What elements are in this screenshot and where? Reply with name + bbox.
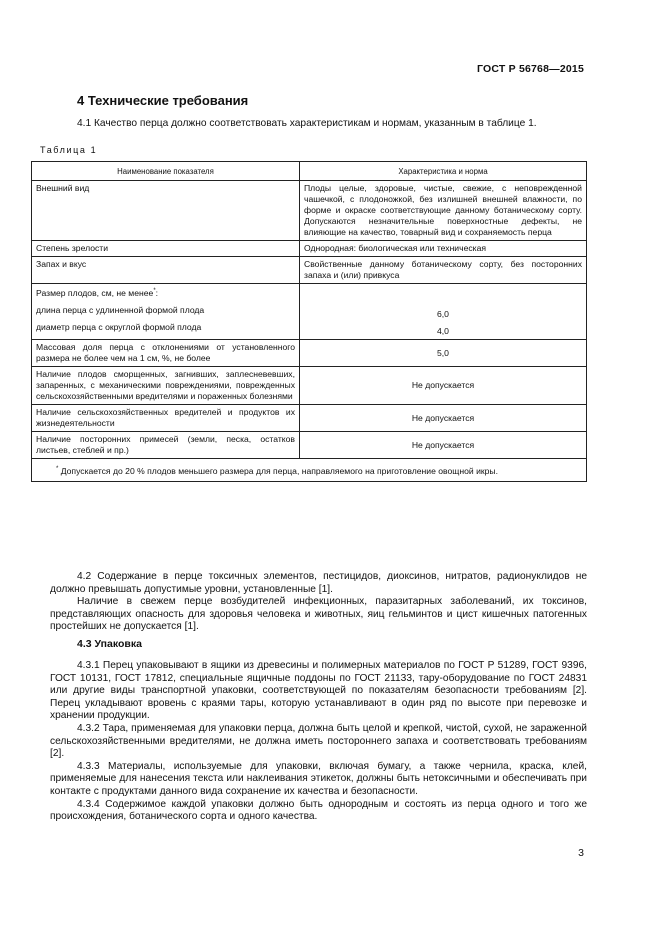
size-sub-diameter: диаметр перца с округлой формой плода bbox=[36, 321, 202, 332]
table-row bbox=[32, 284, 587, 340]
table-row bbox=[32, 181, 587, 241]
paragraph-4-2-block bbox=[50, 571, 587, 634]
size-sub-length: длина перца с удлиненной формой плода bbox=[36, 304, 205, 315]
norm-cell: Не допускается bbox=[300, 367, 587, 405]
norm-cell: Однородная: биологическая или техническая bbox=[300, 241, 587, 257]
table-row bbox=[32, 340, 587, 367]
indicator-cell: Запах и вкус bbox=[32, 257, 300, 284]
size-value-diameter: 4,0 bbox=[437, 326, 449, 336]
table-row bbox=[32, 257, 587, 284]
indicator-cell: Наличие посторонних примесей (земли, песка, остатков листьев, стеблей и пр.) bbox=[32, 432, 300, 459]
footnote-mark: * bbox=[153, 288, 156, 294]
indicator-cell: Степень зрелости bbox=[32, 241, 300, 257]
table-header-row bbox=[32, 162, 587, 181]
paragraph-4-2: 4.2 Содержание в перце токсичных элементов, пестицидов, диоксинов, нитратов, радионуклидов не должно превышать допустимые уровни, установленные [1]. bbox=[50, 571, 587, 595]
subsection-title: 4.3 Упаковка bbox=[77, 638, 142, 650]
norm-cell: 5,0 bbox=[300, 340, 587, 367]
norm-cell bbox=[300, 284, 587, 340]
table-footnote-row bbox=[32, 459, 587, 482]
indicator-cell: Наличие плодов сморщенных, загнивших, заплесневевших, запаренных, с механическими повреждениями, поврежденных сельскохозяйственными вредителями и пораженных болезнями bbox=[32, 367, 300, 405]
footnote-mark: * bbox=[56, 466, 59, 472]
norm-cell: Свойственные данному ботаническому сорту, без посторонних запаха и (или) привкуса bbox=[300, 257, 587, 284]
norm-cell: Плоды целые, здоровые, чистые, свежие, с неповрежденной чашечкой, с плодоножкой, без излишней внешней влажности, по форме и окраске соответствующие данному ботаническому сорту. Допускаются незначительные поверхностные дефекты, не влияющие на качество, товарный вид и сохраняемость перца bbox=[300, 181, 587, 241]
paragraph-4-3-4: 4.3.4 Содержимое каждой упаковки должно быть однородным и состоять из перца одного и того же происхождения, ботанического сорта и одного качества. bbox=[50, 798, 587, 823]
indicator-cell: Массовая доля перца с отклонениями от установленного размера не более чем на 1 см, %, не более bbox=[32, 340, 300, 367]
size-value-length: 6,0 bbox=[437, 309, 449, 319]
column-header-indicator: Наименование показателя bbox=[32, 162, 300, 181]
table-row bbox=[32, 405, 587, 432]
norm-cell: Не допускается bbox=[300, 405, 587, 432]
indicator-cell bbox=[32, 284, 300, 340]
footnote-text: Допускается до 20 % плодов меньшего размера для перца, направляемого на приготовление овощной икры. bbox=[58, 465, 498, 476]
indicator-cell: Внешний вид bbox=[32, 181, 300, 241]
table-caption: Таблица 1 bbox=[40, 145, 98, 155]
table-footnote bbox=[32, 459, 587, 482]
indicator-cell: Наличие сельскохозяйственных вредителей и продуктов их жизнедеятельности bbox=[32, 405, 300, 432]
table-row bbox=[32, 241, 587, 257]
paragraph-4-3-2: 4.3.2 Тара, применяемая для упаковки перца, должна быть целой и крепкой, чистой, сухой, не зараженной сельскохозяйственными вредителями, не должна иметь постороннего запаха и соответствовать требованиям [2]. bbox=[50, 722, 587, 760]
size-label: Размер плодов, см, не менее bbox=[36, 287, 154, 298]
table-row bbox=[32, 432, 587, 459]
table-row bbox=[32, 367, 587, 405]
packaging-paragraphs bbox=[50, 660, 587, 824]
document-code: ГОСТ Р 56768—2015 bbox=[476, 63, 584, 75]
paragraph-4-3-1: 4.3.1 Перец упаковывают в ящики из древесины и полимерных материалов по ГОСТ Р 51289, ГОСТ 9396, ГОСТ 10131, ГОСТ 17812, специальные ящичные поддоны по ГОСТ 21133, тару-оборудование по ГОСТ 24831 или другие виды транспортной упаковки, соответствующей по показателям безопасности требованиям [2]. Перец укладывают вровень с краями тары, которую устанавливают в один ряд по высоте при перевозке и хранении продукции. bbox=[50, 660, 587, 722]
paragraph-4-2-b: Наличие в свежем перце возбудителей инфекционных, паразитарных заболеваний, их токсинов, представляющих опасность для здоровья человека и животных, яиц гельминтов и цист кишечных патогенных простейших не допускается [1]. bbox=[50, 596, 587, 633]
paragraph-4-3-3: 4.3.3 Материалы, используемые для упаковки, включая бумагу, а также чернила, краска, клей, применяемые для нанесения текста или наклеивания этикеток, должны быть нетоксичными и обеспечивать при контакте с продуктами данного вида сохранение их качества и безопасности. bbox=[50, 760, 587, 797]
size-label-suffix: : bbox=[155, 287, 159, 298]
column-header-norm: Характеристика и норма bbox=[300, 162, 587, 181]
page-number: 3 bbox=[578, 847, 584, 859]
requirements-table bbox=[31, 161, 587, 482]
paragraph-4-1: 4.1 Качество перца должно соответствовать характеристикам и нормам, указанным в таблице 1. bbox=[77, 118, 537, 129]
norm-cell: Не допускается bbox=[300, 432, 587, 459]
section-title: 4 Технические требования bbox=[77, 93, 249, 108]
